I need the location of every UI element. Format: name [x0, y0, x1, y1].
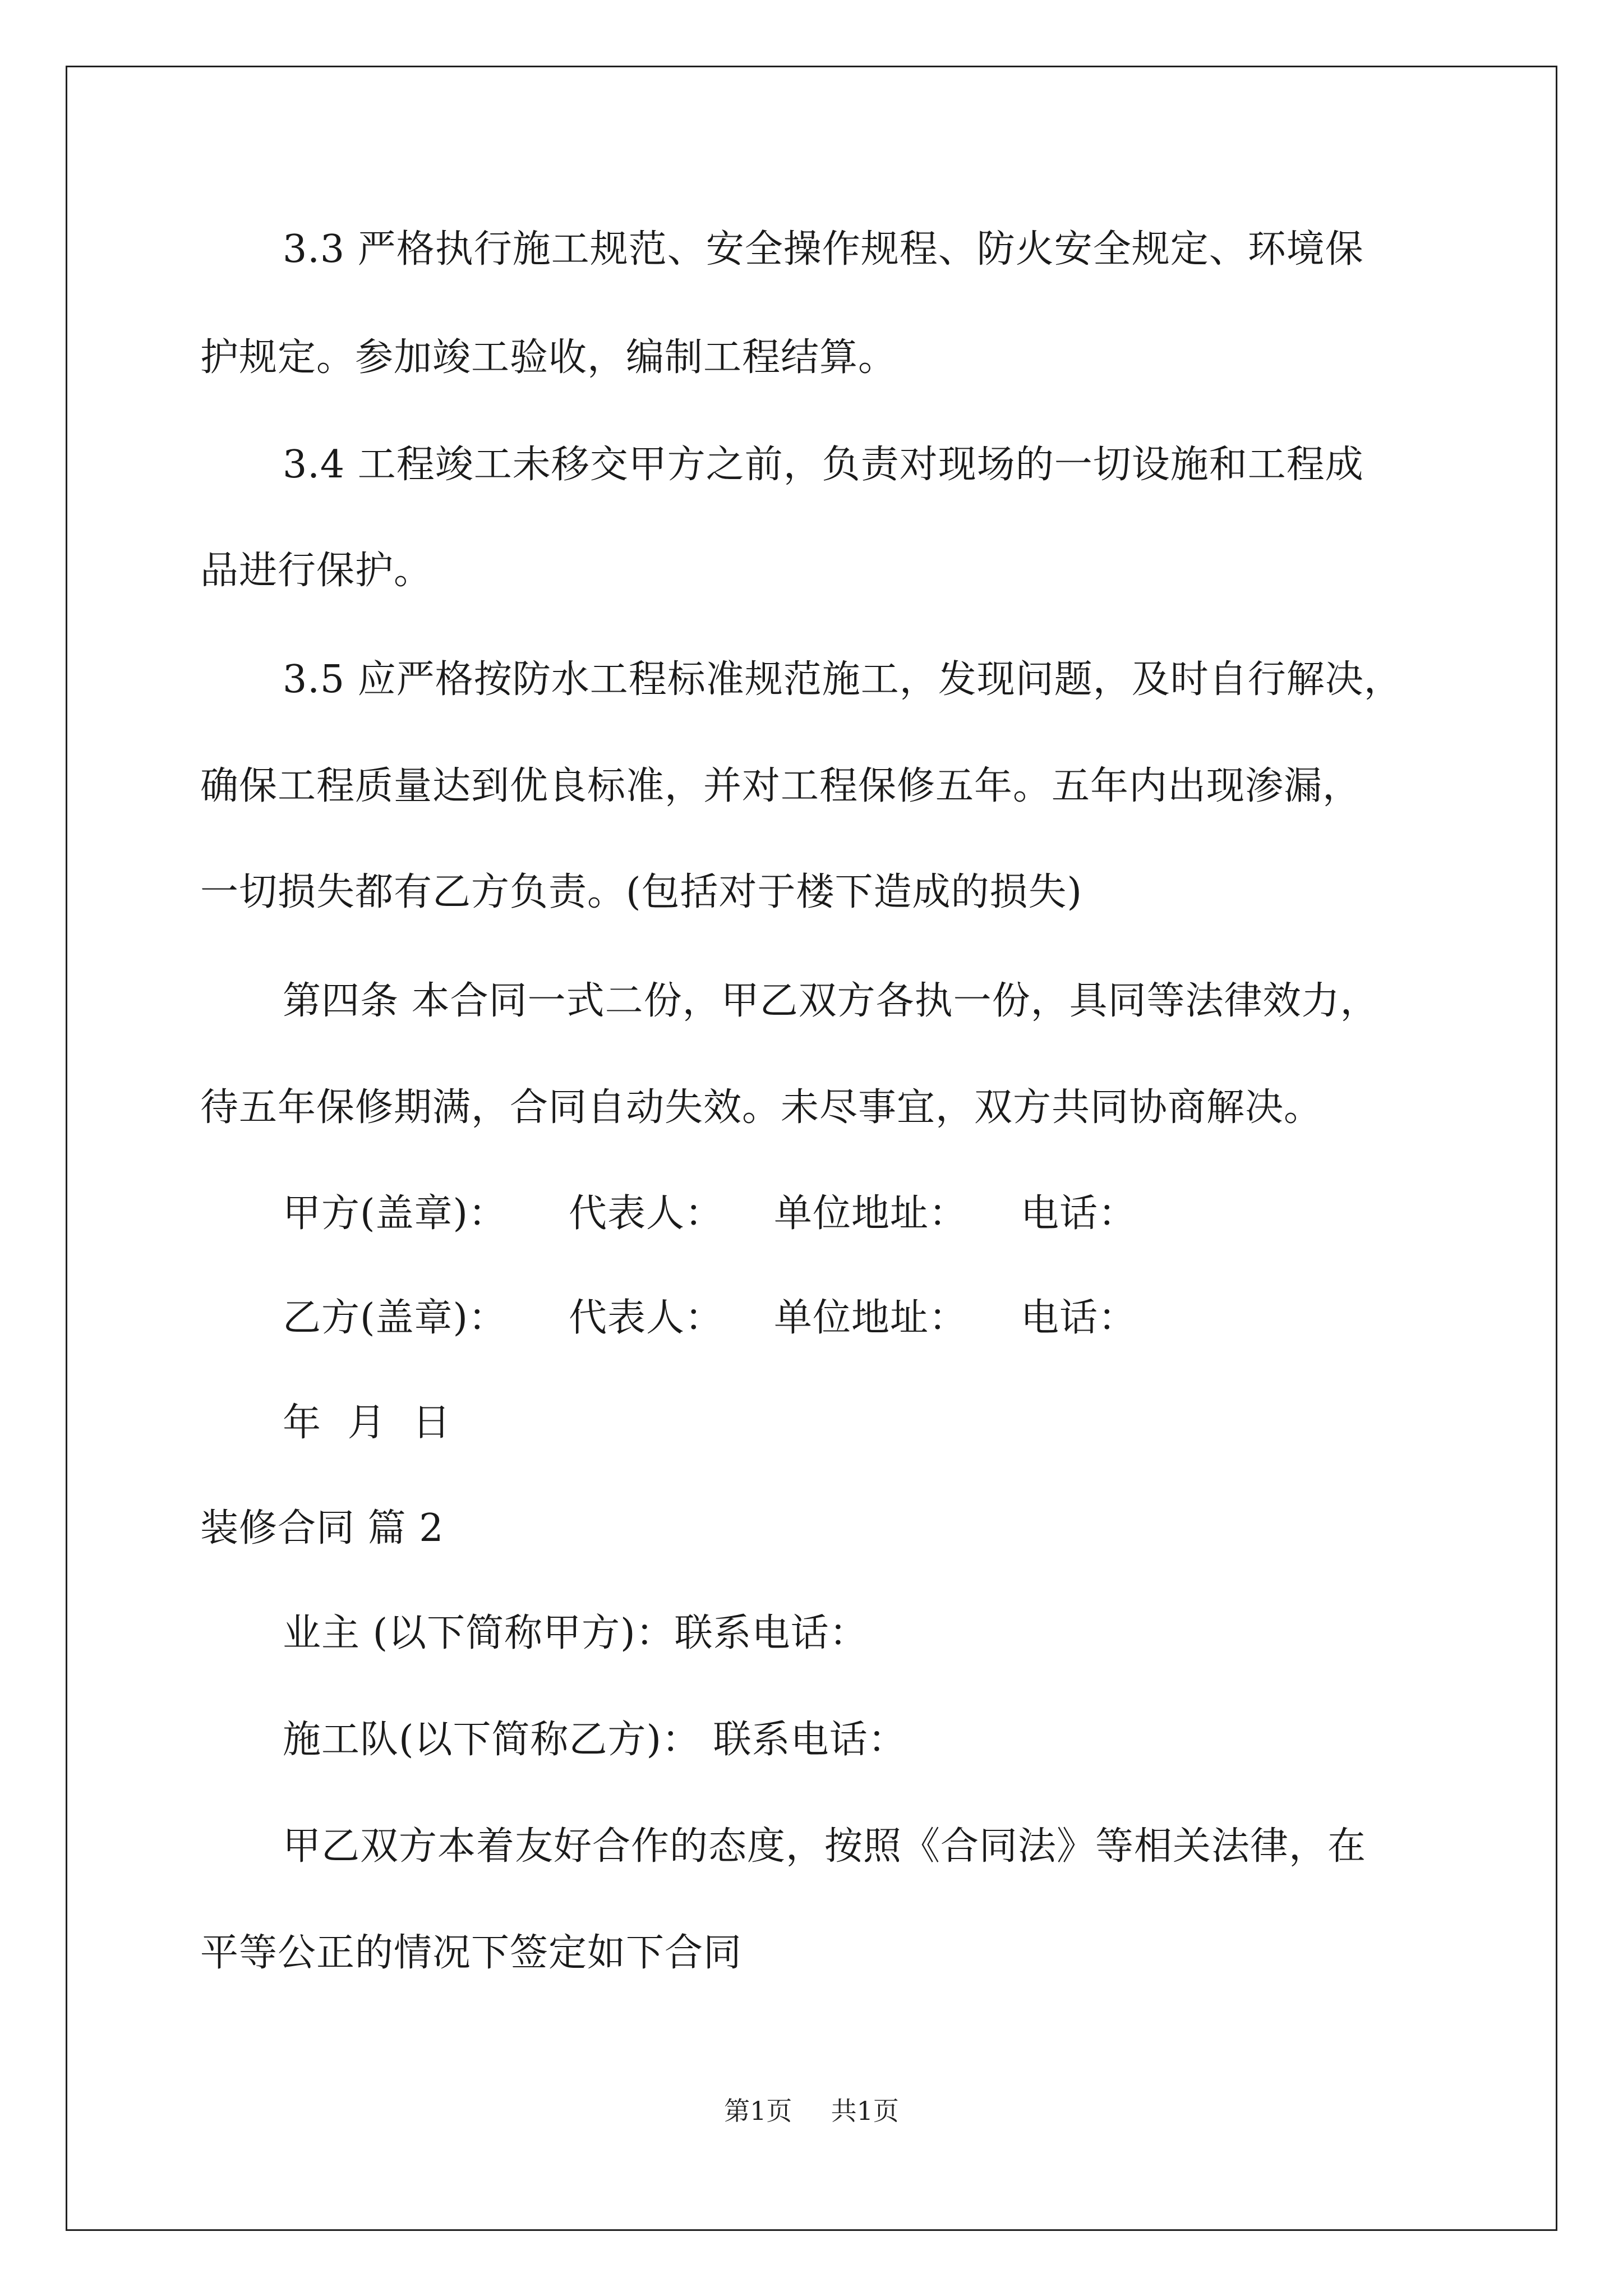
clause-3-5-line-1: 3.5 应严格按防水工程标准规范施工，发现问题，及时自行解决，	[283, 657, 1403, 702]
page-total: 共1页	[831, 2096, 899, 2126]
intro-line-1: 甲乙双方本着友好合作的态度，按照《合同法》等相关法律，在	[283, 1824, 1367, 1869]
signature-row-party-a	[283, 1191, 1137, 1236]
owner-line: 业主 (以下简称甲方)：联系电话：	[283, 1611, 868, 1655]
clause-3-5-line-3: 一切损失都有乙方负责。(包括对于楼下造成的损失)	[200, 870, 1083, 914]
article-4-line-2: 待五年保修期满，合同自动失效。未尽事宜，双方共同协商解决。	[200, 1085, 1323, 1130]
page-border	[66, 66, 1557, 2231]
page-current: 第1页	[724, 2096, 792, 2126]
clause-3-5-line-2: 确保工程质量达到优良标准，并对工程保修五年。五年内出现渗漏，	[200, 764, 1362, 808]
party-b-address-label: 单位地址：	[774, 1296, 968, 1340]
section-title: 装修合同 篇 2	[200, 1506, 444, 1550]
party-a-address-label: 单位地址：	[774, 1191, 968, 1236]
party-b-seal-label: 乙方(盖章)：	[283, 1296, 508, 1340]
article-4-line-1: 第四条 本合同一式二份，甲乙双方各执一份，具同等法律效力，	[283, 979, 1379, 1023]
date-line: 年 月 日	[283, 1401, 451, 1445]
clause-3-3-line-2: 护规定。参加竣工验收，编制工程结算。	[200, 335, 897, 380]
party-b-rep-label: 代表人：	[569, 1296, 724, 1340]
clause-3-4-line-2: 品进行保护。	[200, 549, 433, 593]
party-a-seal-label: 甲方(盖章)：	[283, 1191, 508, 1236]
party-a-phone-label: 电话：	[1021, 1191, 1137, 1236]
intro-line-2: 平等公正的情况下签定如下合同	[200, 1931, 743, 1975]
party-a-rep-label: 代表人：	[569, 1191, 724, 1236]
clause-3-3-line-1: 3.3 严格执行施工规范、安全操作规程、防火安全规定、环境保	[283, 227, 1364, 272]
clause-3-4-line-1: 3.4 工程竣工未移交甲方之前，负责对现场的一切设施和工程成	[283, 443, 1364, 487]
page-footer	[0, 2095, 1623, 2127]
party-b-phone-label: 电话：	[1021, 1296, 1137, 1340]
contractor-line: 施工队(以下简称乙方)： 联系电话：	[283, 1718, 907, 1762]
signature-row-party-b	[283, 1296, 1137, 1341]
